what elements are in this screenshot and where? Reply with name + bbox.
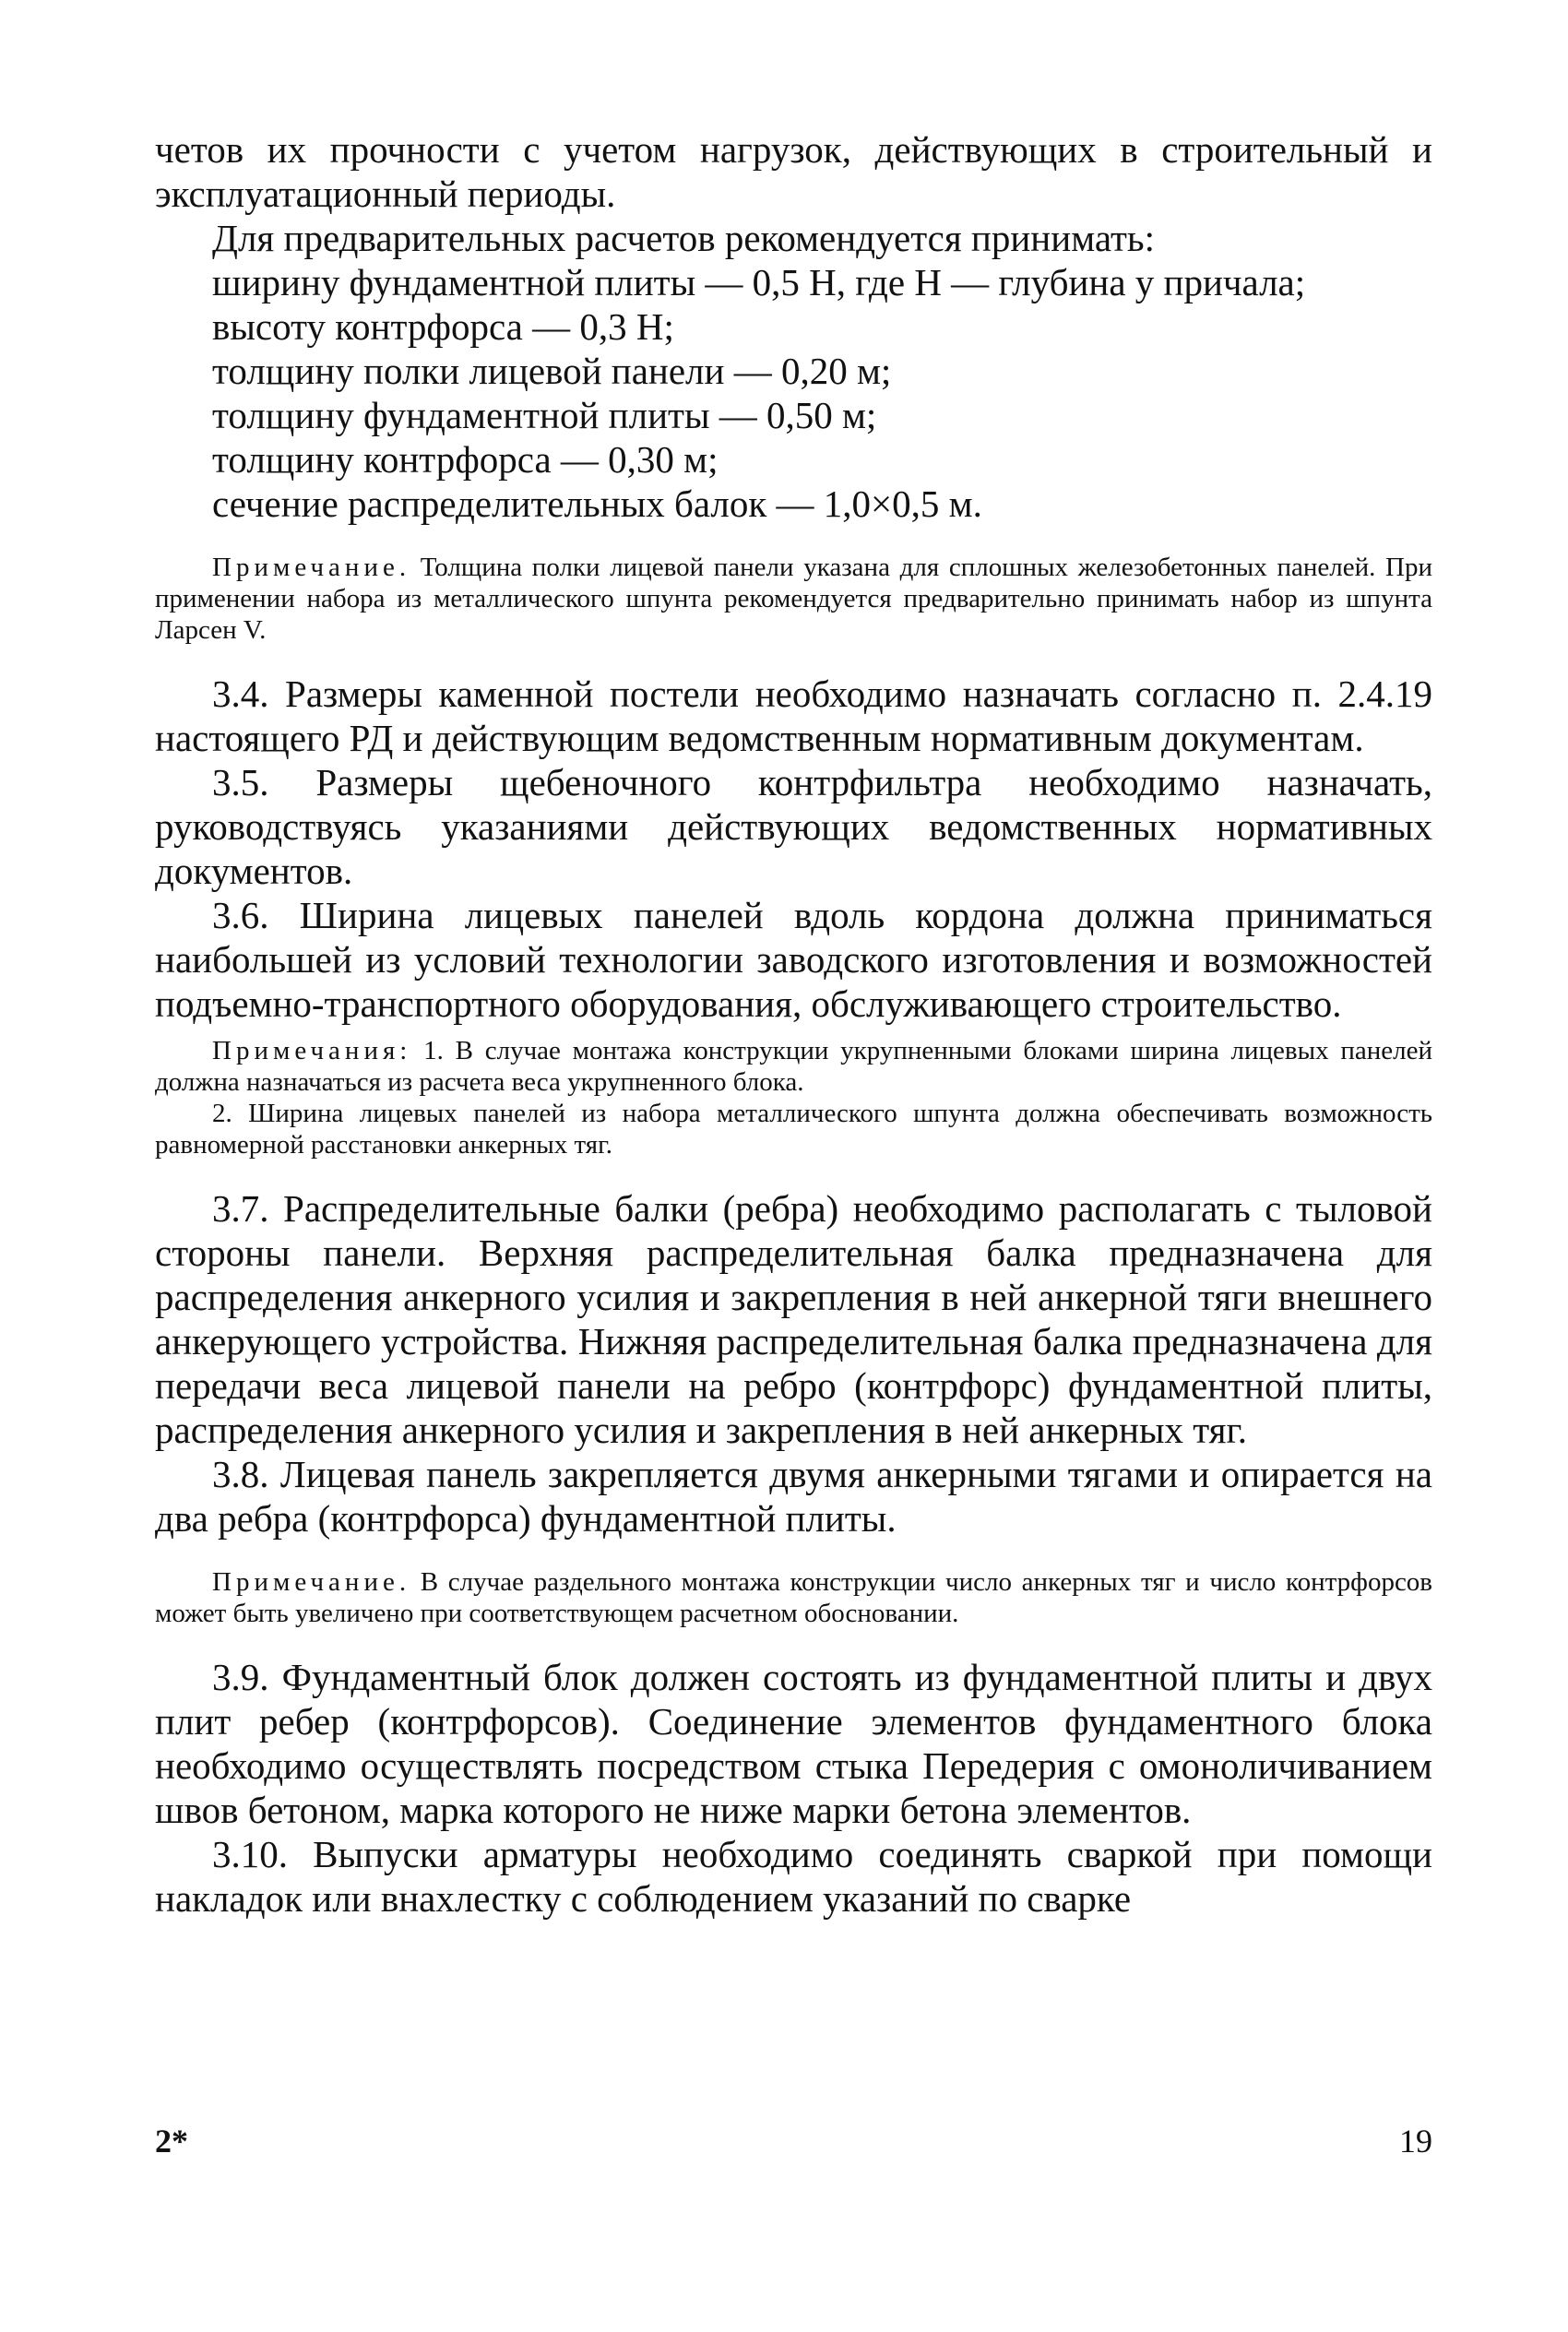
note-text: Толщина полки лицевой панели указана для сплошных железобетонных панелей. При применении набора из металлического шпунта рекомендуется предварительно принимать набор из шпунта Ларсен V.	[155, 553, 1432, 645]
note-2-item-2: 2. Ширина лицевых панелей из набора металлического шпунта должна обеспечивать возможность равномерной расстановки анкерных тяг.	[155, 1099, 1432, 1160]
note-2-item-1	[155, 1035, 1432, 1098]
note-label: Примечания:	[212, 1036, 412, 1065]
paragraph-3-10: 3.10. Выпуски арматуры необходимо соединять сваркой при помощи накладок или внахлестку с соблюдением указаний по сварке	[155, 1833, 1432, 1920]
paragraph-3-9: 3.9. Фундаментный блок должен состоять из фундаментной плиты и двух плит ребер (контрфорсов). Соединение элементов фундаментного блока необходимо осуществлять посредством стыка Передерия с омоноличиванием швов бетоном, марка которого не ниже марки бетона элементов.	[155, 1656, 1432, 1831]
note-3	[155, 1566, 1432, 1629]
page-body	[155, 127, 1432, 1921]
signature-mark: 2*	[155, 2123, 188, 2159]
page-number: 19	[1399, 2123, 1432, 2159]
paragraph-3-6: 3.6. Ширина лицевых панелей вдоль кордона должна приниматься наибольшей из условий технологии заводского изготовления и возможностей подъемно-транспортного оборудования, обслуживающего строительство.	[155, 894, 1432, 1025]
paragraph-3-7: 3.7. Распределительные балки (ребра) необходимо располагать с тыловой стороны панели. Верхняя распределительная балка предназначена для распределения анкерного усилия и закрепления в ней анкерной тяги внешнего анкерующего устройства. Нижняя распределительная балка предназначена для передачи веса лицевой панели на ребро (контрфорс) фундаментной плиты, распределения анкерного усилия и закрепления в ней анкерных тяг.	[155, 1187, 1432, 1451]
paragraph-intro: Для предварительных расчетов рекомендуется принимать:	[212, 217, 1155, 259]
note-label: Примечание.	[212, 1567, 411, 1597]
note-text: В случае раздельного монтажа конструкции число анкерных тяг и число контрфорсов может быть увеличено при соответствующем расчетном обосновании.	[155, 1567, 1433, 1628]
paragraph-continuation: четов их прочности с учетом нагрузок, действующих в строительный и эксплуатационный периоды.	[155, 128, 1432, 215]
list-item: высоту контрфорса — 0,3 H;	[212, 305, 674, 348]
list-item: толщину фундаментной плиты — 0,50 м;	[212, 394, 877, 436]
list-item: толщину контрфорса — 0,30 м;	[212, 438, 719, 481]
paragraph-3-5: 3.5. Размеры щебеночного контрфильтра необходимо назначать, руководствуясь указаниями действующих ведомственных нормативных документов.	[155, 761, 1432, 892]
note-label: Примечание.	[212, 553, 411, 582]
list-item: ширину фундаментной плиты — 0,5 H, где H — глубина у причала;	[212, 261, 1306, 303]
note-text: 1. В случае монтажа конструкции укрупненными блоками ширина лицевых панелей должна назначаться из расчета веса укрупненного блока.	[155, 1036, 1433, 1097]
note-1	[155, 552, 1432, 646]
paragraph-3-4: 3.4. Размеры каменной постели необходимо назначать согласно п. 2.4.19 настоящего РД и действующим ведомственным нормативным документам.	[155, 672, 1432, 759]
list-item: толщину полки лицевой панели — 0,20 м;	[212, 350, 892, 392]
paragraph-3-8: 3.8. Лицевая панель закрепляется двумя анкерными тягами и опирается на два ребра (контрфорса) фундаментной плиты.	[155, 1453, 1432, 1540]
list-item: сечение распределительных балок — 1,0×0,5 м.	[212, 482, 982, 525]
parameter-list	[212, 260, 1432, 526]
